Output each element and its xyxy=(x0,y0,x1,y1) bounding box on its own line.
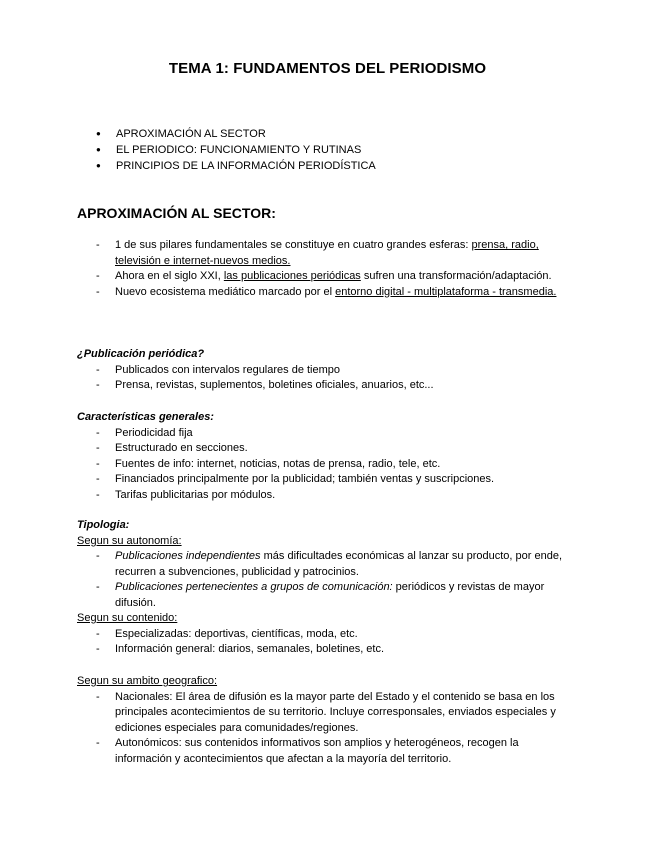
toc-item: ● PRINCIPIOS DE LA INFORMACIÓN PERIODÍSTICA xyxy=(96,160,376,172)
toc-list xyxy=(96,126,376,174)
subheading-contenido: Segun su contenido: xyxy=(77,612,178,624)
list-item: - Prensa, revistas, suplementos, boletines oficiales, anuarios, etc... xyxy=(96,379,434,391)
list-item: - Autonómicos: sus contenidos informativos son amplios y heterogéneos, recogen la información y acontecimientos que afectan a la mayoría del territorio. xyxy=(96,737,519,765)
publicacion-section xyxy=(77,347,577,394)
toc-item: ● APROXIMACIÓN AL SECTOR xyxy=(96,128,266,140)
document-title: TEMA 1: FUNDAMENTOS DEL PERIODISMO xyxy=(168,60,487,77)
list-item: - Estructurado en secciones. xyxy=(96,442,248,454)
list-item: - Nuevo ecosistema mediático marcado por el entorno digital - multiplataforma - transmedia. xyxy=(96,285,557,298)
section-heading: APROXIMACIÓN AL SECTOR: xyxy=(77,205,276,221)
subsection-heading: ¿Publicación periódica? xyxy=(77,348,205,360)
sector-list xyxy=(77,238,577,300)
list-item: - Financiados principalmente por la publicidad; también ventas y suscripciones. xyxy=(96,473,495,485)
list-item: - Periodicidad fija xyxy=(96,426,193,439)
subsection-heading: Características generales: xyxy=(77,411,214,423)
list-item: - 1 de sus pilares fundamentales se constituye en cuatro grandes esferas: prensa, radio, televisión e internet-nuevos medios. xyxy=(96,239,539,267)
list-item: - Publicados con intervalos regulares de tiempo xyxy=(96,363,341,376)
list-item: - Publicaciones independientes más dificultades económicas al lanzar su producto, por ende, recurren a subvenciones, publicidad y patrocinios. xyxy=(96,550,563,578)
list-item: - Fuentes de info: internet, noticias, notas de prensa, radio, tele, etc. xyxy=(96,457,441,470)
bullet-icon: ● xyxy=(96,161,101,170)
list-item: - Especializadas: deportivas, científicas, moda, etc. xyxy=(96,627,358,640)
bullet-icon: ● xyxy=(96,129,101,138)
tipologia-section xyxy=(77,518,577,658)
caracteristicas-section xyxy=(77,410,577,503)
toc-item: ● EL PERIODICO: FUNCIONAMIENTO Y RUTINAS xyxy=(96,144,362,156)
list-item: - Nacionales: El área de difusión es la mayor parte del Estado y el contenido se basa en los principales acontecimientos de su territorio. Incluye corresponsales, enviados especiales y ediciones especiales para comunidades/regiones. xyxy=(96,690,556,734)
list-item: - Información general: diarios, semanales, boletines, etc. xyxy=(96,643,385,655)
list-item: - Tarifas publicitarias por módulos. xyxy=(96,488,276,501)
list-item: - Publicaciones pertenecientes a grupos de comunicación: periódicos y revistas de mayor difusión. xyxy=(96,581,545,609)
bullet-icon: ● xyxy=(96,145,101,154)
subsection-heading: Tipologia: xyxy=(77,519,130,531)
list-item: - Ahora en el siglo XXI, las publicaciones periódicas sufren una transformación/adaptación. xyxy=(96,270,552,282)
geografico-section xyxy=(77,674,577,767)
subheading-autonomia: Segun su autonomía: xyxy=(77,534,182,547)
subheading-geografico: Segun su ambito geografico: xyxy=(77,675,218,687)
